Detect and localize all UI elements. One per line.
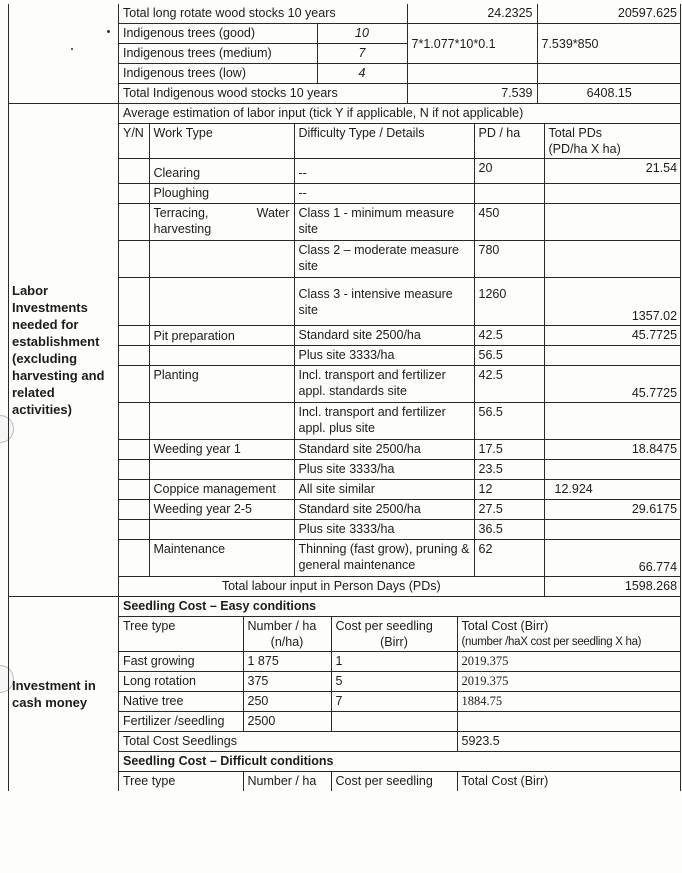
col-header-total-pds <box>544 124 681 159</box>
col-header-total-cost-sub: (number /haX cost per seedling X ha) <box>461 636 642 648</box>
yn-cell <box>119 204 149 241</box>
work-type-cell <box>149 403 294 440</box>
number-cell: 2500 <box>243 712 331 732</box>
total-cost-cell: 2019.375 <box>457 652 681 672</box>
col-header-total-pds-sub: (PD/ha X ha) <box>548 142 621 156</box>
yn-cell <box>119 460 149 480</box>
yn-cell <box>119 326 149 346</box>
labor-intro-row <box>119 104 681 124</box>
indigenous-formula-1: 7*1.077*10*0.1 <box>407 24 537 64</box>
difficulty-cell: Plus site 3333/ha <box>294 346 474 366</box>
table-row <box>119 540 681 577</box>
table-row <box>119 278 681 326</box>
tree-type-cell: Long rotation <box>119 672 243 692</box>
pd-cell: 780 <box>474 241 544 278</box>
col-header-number-sub: (n/ha) <box>270 635 304 649</box>
col-header-cost-sub: (Birr) <box>380 635 408 649</box>
work-type-cell: Maintenance <box>149 540 294 577</box>
seedling-header-row-2 <box>119 772 681 792</box>
table-row <box>119 204 681 241</box>
work-type-terracing: Terracing, <box>153 206 209 220</box>
col-header-cost: Cost per seedling <box>331 772 457 792</box>
total-cell: 1357.02 <box>544 278 681 326</box>
total-cost-cell: 2019.375 <box>457 672 681 692</box>
work-type-water: Water <box>256 206 290 220</box>
yn-cell <box>119 500 149 520</box>
work-type-cell <box>149 278 294 326</box>
labor-total-row <box>119 577 681 597</box>
total-cell <box>544 184 681 204</box>
difficulty-cell: Class 2 – moderate measure site <box>294 241 474 278</box>
yn-cell <box>119 346 149 366</box>
col-header-cost <box>331 617 457 652</box>
labor-side-label: Labor Investments needed for establishment (excluding harvesting and related activities) <box>9 104 119 597</box>
col-header-number: Number / ha <box>243 772 331 792</box>
work-type-cell: Weeding year 2-5 <box>149 500 294 520</box>
cost-cell: 7 <box>331 692 457 712</box>
table-row <box>119 64 681 84</box>
tree-type-cell: Fertilizer /seedling <box>119 712 243 732</box>
difficulty-cell: -- <box>294 184 474 204</box>
col-header-tree-type: Tree type <box>119 617 243 652</box>
table-row <box>119 84 681 104</box>
col-header-total-cost-title: Total Cost (Birr) <box>461 619 549 633</box>
table-row <box>119 4 681 24</box>
difficulty-cell: Standard site 2500/ha <box>294 500 474 520</box>
yn-cell <box>119 480 149 500</box>
difficulty-cell: Class 3 - intensive measure site <box>294 278 474 326</box>
tree-type-cell: Native tree <box>119 692 243 712</box>
work-type-cell <box>149 204 294 241</box>
number-cell: 1 875 <box>243 652 331 672</box>
indigenous-total-v1: 7.539 <box>407 84 537 104</box>
pd-cell: 42.5 <box>474 326 544 346</box>
table-row <box>119 520 681 540</box>
seedling-easy-title-row <box>119 597 681 617</box>
yn-cell <box>119 403 149 440</box>
total-cell <box>544 241 681 278</box>
long-rotate-total-v1: 24.2325 <box>407 4 537 24</box>
pd-cell: 62 <box>474 540 544 577</box>
table-row <box>119 346 681 366</box>
pd-cell: 36.5 <box>474 520 544 540</box>
labor-content <box>119 104 681 597</box>
seedling-total-row <box>119 732 681 752</box>
table-row <box>119 672 681 692</box>
seedling-header-row <box>119 617 681 652</box>
pd-cell: 20 <box>474 159 544 184</box>
table-row <box>119 692 681 712</box>
indigenous-good-label: Indigenous trees (good) <box>119 24 317 44</box>
wood-stock-table <box>119 4 681 103</box>
difficulty-cell: Standard site 2500/ha <box>294 440 474 460</box>
total-cell: 45.7725 <box>544 326 681 346</box>
yn-cell <box>119 440 149 460</box>
indigenous-total-v2: 6408.15 <box>537 84 681 104</box>
table-row <box>119 712 681 732</box>
work-type-cell: Clearing <box>149 159 294 184</box>
work-type-cell: Pit preparation <box>149 326 294 346</box>
pen-dot <box>107 30 110 33</box>
seedling-total-label: Total Cost Seedlings <box>119 732 457 752</box>
col-header-total-cost <box>457 617 681 652</box>
indigenous-total-label: Total Indigenous wood stocks 10 years <box>119 84 407 104</box>
table-row <box>119 500 681 520</box>
table-row <box>119 184 681 204</box>
yn-cell <box>119 184 149 204</box>
seedling-difficult-title: Seedling Cost – Difficult conditions <box>119 752 681 772</box>
empty-cell <box>537 64 681 84</box>
investment-form-table <box>8 4 681 791</box>
cost-cell: 5 <box>331 672 457 692</box>
total-cell <box>544 520 681 540</box>
table-row <box>119 159 681 184</box>
cost-cell <box>331 712 457 732</box>
wood-stock-section <box>9 4 681 104</box>
labor-total-value: 1598.268 <box>544 577 681 597</box>
difficulty-cell: Class 1 - minimum measure site <box>294 204 474 241</box>
col-header-work-type: Work Type <box>149 124 294 159</box>
col-header-cost-title: Cost per seedling <box>335 619 433 633</box>
table-row <box>119 366 681 403</box>
yn-cell <box>119 540 149 577</box>
yn-cell <box>119 278 149 326</box>
pd-cell: 1260 <box>474 278 544 326</box>
table-row <box>119 24 681 44</box>
total-cell <box>544 403 681 440</box>
labor-intro-text: Average estimation of labor input (tick Y if applicable, N if not applicable) <box>119 104 681 124</box>
number-cell: 375 <box>243 672 331 692</box>
yn-cell <box>119 241 149 278</box>
total-cost-cell <box>457 712 681 732</box>
work-type-cell: Weeding year 1 <box>149 440 294 460</box>
total-cell <box>544 346 681 366</box>
seedling-easy-title: Seedling Cost – Easy conditions <box>119 597 681 617</box>
total-cell <box>544 460 681 480</box>
difficulty-cell: -- <box>294 159 474 184</box>
pen-dot <box>71 48 73 50</box>
difficulty-cell: Standard site 2500/ha <box>294 326 474 346</box>
wood-stock-side-cell <box>9 4 119 104</box>
indigenous-good-count: 10 <box>317 24 407 44</box>
empty-cell <box>407 64 537 84</box>
cash-content <box>119 597 681 792</box>
tree-type-cell: Fast growing <box>119 652 243 672</box>
work-type-cell <box>149 346 294 366</box>
table-row <box>119 440 681 460</box>
difficulty-cell: All site similar <box>294 480 474 500</box>
pd-cell: 450 <box>474 204 544 241</box>
indigenous-low-label: Indigenous trees (low) <box>119 64 317 84</box>
table-row <box>119 241 681 278</box>
labor-total-label: Total labour input in Person Days (PDs) <box>119 577 544 597</box>
work-type-cell <box>149 460 294 480</box>
yn-cell <box>119 366 149 403</box>
pd-cell: 23.5 <box>474 460 544 480</box>
work-type-cell <box>149 520 294 540</box>
table-row <box>119 480 681 500</box>
indigenous-formula-2: 7.539*850 <box>537 24 681 64</box>
col-header-difficulty: Difficulty Type / Details <box>294 124 474 159</box>
yn-cell <box>119 520 149 540</box>
col-header-tree-type: Tree type <box>119 772 243 792</box>
total-cell: 45.7725 <box>544 366 681 403</box>
total-cell: 12.924 <box>544 480 681 500</box>
difficulty-cell: Plus site 3333/ha <box>294 460 474 480</box>
seedling-total-value: 5923.5 <box>457 732 681 752</box>
pd-cell: 42.5 <box>474 366 544 403</box>
work-type-cell: Planting <box>149 366 294 403</box>
col-header-pd-ha: PD / ha <box>474 124 544 159</box>
wood-stock-content <box>119 4 681 104</box>
number-cell: 250 <box>243 692 331 712</box>
seedling-difficult-title-row <box>119 752 681 772</box>
total-cell: 21.54 <box>544 159 681 184</box>
pd-cell: 56.5 <box>474 346 544 366</box>
table-row <box>119 326 681 346</box>
total-cost-cell: 1884.75 <box>457 692 681 712</box>
long-rotate-total-v2: 20597.625 <box>537 4 681 24</box>
labor-section <box>9 104 681 597</box>
total-cell: 66.774 <box>544 540 681 577</box>
table-row <box>119 460 681 480</box>
difficulty-cell: Incl. transport and fertilizer appl. plus site <box>294 403 474 440</box>
labor-table <box>119 104 681 596</box>
indigenous-medium-label: Indigenous trees (medium) <box>119 44 317 64</box>
pd-cell: 12 <box>474 480 544 500</box>
total-cell <box>544 204 681 241</box>
pd-cell: 27.5 <box>474 500 544 520</box>
labor-header-row <box>119 124 681 159</box>
difficulty-cell: Incl. transport and fertilizer appl. standards site <box>294 366 474 403</box>
cash-side-label: Investment in cash money <box>9 597 119 792</box>
indigenous-medium-count: 7 <box>317 44 407 64</box>
col-header-number <box>243 617 331 652</box>
cash-section <box>9 597 681 792</box>
col-header-number-title: Number / ha <box>247 619 317 633</box>
col-header-total-cost: Total Cost (Birr) <box>457 772 681 792</box>
table-row <box>119 403 681 440</box>
total-cell: 29.6175 <box>544 500 681 520</box>
pd-cell: 17.5 <box>474 440 544 460</box>
col-header-yn: Y/N <box>119 124 149 159</box>
seedling-table <box>119 597 681 791</box>
indigenous-low-count: 4 <box>317 64 407 84</box>
difficulty-cell: Thinning (fast grow), pruning & general maintenance <box>294 540 474 577</box>
table-row <box>119 652 681 672</box>
work-type-cell: Ploughing <box>149 184 294 204</box>
total-cell: 18.8475 <box>544 440 681 460</box>
pd-cell: 56.5 <box>474 403 544 440</box>
work-type-cell: Coppice management <box>149 480 294 500</box>
pd-cell <box>474 184 544 204</box>
work-type-cell <box>149 241 294 278</box>
col-header-total-pds-title: Total PDs <box>548 126 602 140</box>
cost-cell: 1 <box>331 652 457 672</box>
difficulty-cell: Plus site 3333/ha <box>294 520 474 540</box>
work-type-harvesting: harvesting <box>153 222 212 236</box>
yn-cell <box>119 159 149 184</box>
long-rotate-total-label: Total long rotate wood stocks 10 years <box>119 4 407 24</box>
